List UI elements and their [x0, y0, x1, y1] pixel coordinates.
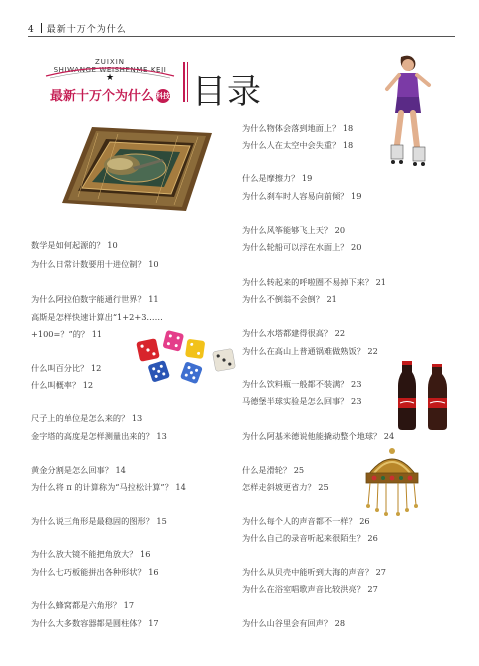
brand-title-text: 最新十万个为什么 [49, 89, 154, 104]
catalog-title: 目录 [192, 72, 262, 112]
toc-entry[interactable]: 为什么日常计数要用十进位制？ 10 [31, 259, 159, 269]
brand-pinyin-top: ZUIXIN [94, 58, 126, 66]
toc-entry[interactable]: 为什么在高山上普通锅难做熟饭？ 22 [242, 346, 378, 356]
header-separator [41, 23, 42, 33]
toc-entry[interactable]: 为什么物体会落到地面上？ 18 [242, 123, 354, 133]
toc-entry[interactable]: 为什么说三角形是最稳固的图形？ 15 [31, 516, 167, 526]
brand-title [40, 85, 180, 104]
toc-entry[interactable]: 数学是如何起源的？ 10 [31, 240, 118, 250]
toc-entry[interactable]: 为什么转起来的呼啦圈不易掉下来？ 21 [242, 277, 387, 287]
skater-illustration [383, 53, 433, 173]
toc-entry[interactable]: 为什么大多数容器都是圆柱体？ 17 [31, 618, 159, 628]
toc-entry[interactable]: 为什么水塔都建得很高？ 22 [242, 328, 346, 338]
toc-entry[interactable]: 为什么阿基米德说他能撬动整个地球？ 24 [242, 431, 395, 441]
toc-entry[interactable]: 为什么山谷里会有回声？ 28 [242, 618, 346, 628]
brand-arc [40, 62, 180, 84]
running-title: 最新十万个为什么 [46, 25, 127, 35]
toc-entry[interactable]: 为什么人在太空中会失重？ 18 [242, 140, 354, 150]
crown-illustration [360, 445, 424, 517]
toc-entry[interactable]: 为什么轮船可以浮在水面上？ 20 [242, 242, 362, 252]
toc-entry[interactable]: 怎样走斜坡更省力？ 25 [242, 482, 329, 492]
toc-entry[interactable]: 什么叫百分比？ 12 [31, 363, 102, 373]
compass-illustration [58, 123, 216, 215]
toc-entry[interactable]: 为什么刹车时人容易向前倾？ 19 [242, 191, 362, 201]
toc-entry[interactable]: 金字塔的高度是怎样测量出来的？ 13 [31, 431, 167, 441]
brand-badge: 科技 [156, 89, 170, 103]
toc-entry[interactable]: 黄金分割是怎么回事？ 14 [31, 465, 126, 475]
toc-entry[interactable]: 为什么不倒翁不会倒？ 21 [242, 294, 337, 304]
toc-entry[interactable]: 为什么蜂窝都是六角形？ 17 [31, 600, 135, 610]
toc-entry[interactable]: 马德堡半球实验是怎么回事？ 23 [242, 396, 362, 406]
toc-entry[interactable]: 为什么风筝能够飞上天？ 20 [242, 225, 346, 235]
brand-pinyin-bottom: SHIWANGE WEISHENME KEJI [53, 66, 167, 74]
toc-entry[interactable]: +100=？”的？ 11 [31, 329, 103, 339]
title-divider-thin [187, 62, 188, 102]
cola-bottles-illustration [392, 360, 462, 432]
title-divider [183, 62, 185, 102]
toc-entry[interactable]: 为什么在浴室唱歌声音比较洪亮？ 27 [242, 584, 378, 594]
dice-illustration [134, 328, 240, 384]
star-icon: ★ [105, 73, 115, 83]
toc-entry[interactable]: 为什么放大镜不能把角放大？ 16 [31, 549, 151, 559]
toc-entry[interactable]: 为什么每个人的声音都不一样？ 26 [242, 516, 370, 526]
brand-block [40, 58, 180, 104]
toc-entry[interactable]: 为什么阿拉伯数字能通行世界？ 11 [31, 294, 159, 304]
toc-entry[interactable]: 为什么从贝壳中能听到大海的声音？ 27 [242, 567, 387, 577]
toc-entry[interactable]: 什么是滑轮？ 25 [242, 465, 305, 475]
toc-entry[interactable]: 高斯是怎样快速计算出“1+2+3…… [31, 312, 163, 322]
toc-entry[interactable]: 为什么自己的录音听起来很陌生？ 26 [242, 533, 378, 543]
toc-entry[interactable]: 什么叫概率？ 12 [31, 380, 94, 390]
header-rule [28, 36, 455, 37]
toc-entry[interactable]: 为什么饮料瓶一般都不装满？ 23 [242, 379, 362, 389]
toc-entry[interactable]: 什么是摩擦力？ 19 [242, 173, 313, 183]
running-header [28, 22, 127, 35]
toc-entry[interactable]: 尺子上的单位是怎么来的？ 13 [31, 413, 143, 423]
page-number: 4 [28, 25, 35, 35]
toc-entry[interactable]: 为什么将 π 的计算称为“马拉松计算”？ 14 [31, 482, 186, 492]
toc-entry[interactable]: 为什么七巧板能拼出各种形状？ 16 [31, 567, 159, 577]
